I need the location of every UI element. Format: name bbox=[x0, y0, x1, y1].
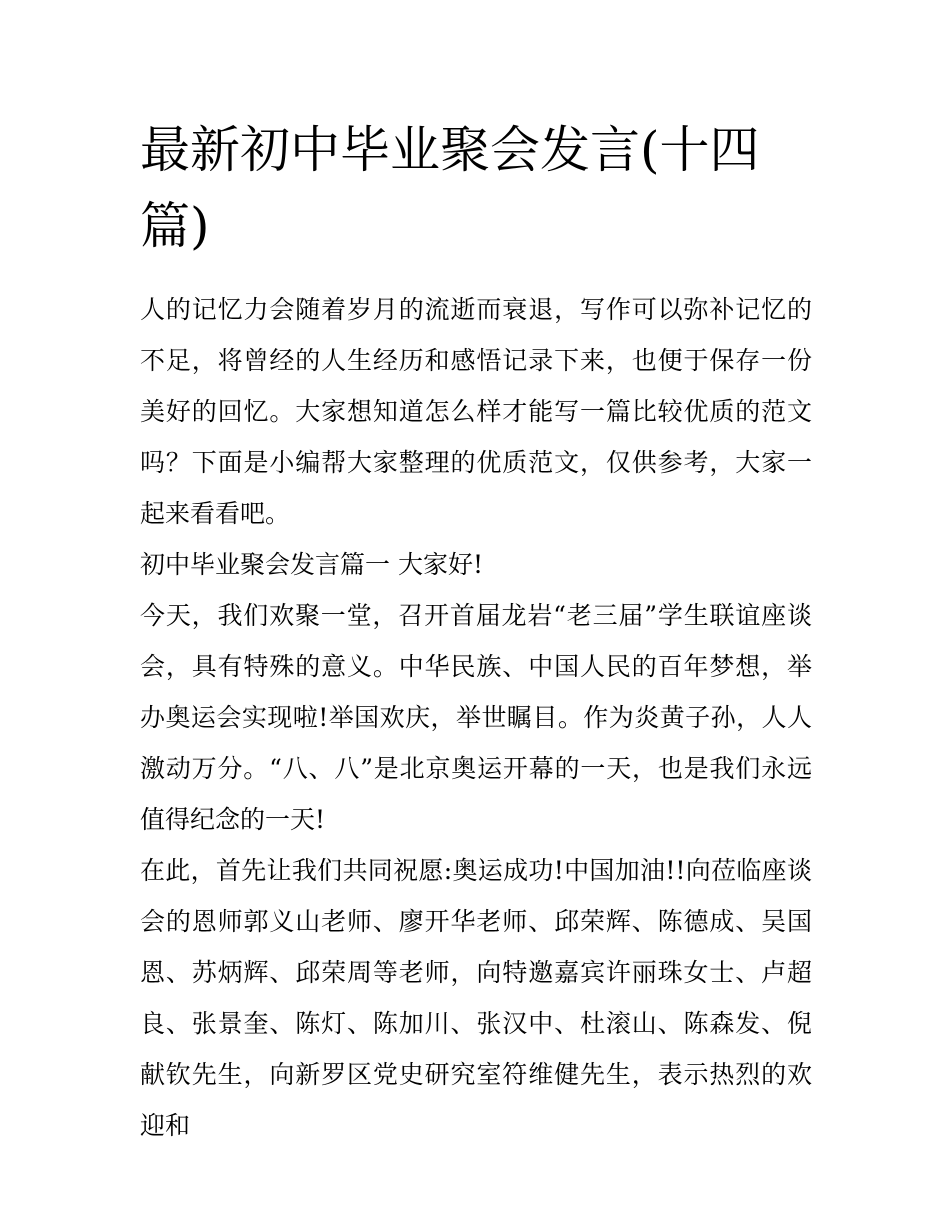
document-page bbox=[140, 112, 812, 1151]
paragraph-opening: 今天，我们欢聚一堂，召开首届龙岩“老三届”学生联谊座谈会，具有特殊的意义。中华民族、中国人民的百年梦想，举办奥运会实现啦!举国欢庆，举世瞩目。作为炎黄子孙，人人激动万分。“八、八”是北京奥运开幕的一天，也是我们永远值得纪念的一天! bbox=[140, 601, 812, 834]
paragraph-section-heading: 初中毕业聚会发言篇一 大家好! bbox=[140, 550, 483, 579]
paragraph-intro: 人的记忆力会随着岁月的流逝而衰退，写作可以弥补记忆的不足，将曾经的人生经历和感悟记录下来，也便于保存一份美好的回忆。大家想知道怎么样才能写一篇比较优质的范文吗？下面是小编帮大家整理的优质范文，仅供参考，大家一起来看看吧。 bbox=[140, 295, 812, 528]
paragraph-welcome: 在此，首先让我们共同祝愿:奥运成功!中国加油!!向莅临座谈会的恩师郭义山老师、廖开华老师、邱荣辉、陈德成、吴国恩、苏炳辉、邱荣周等老师，向特邀嘉宾许丽珠女士、卢超良、张景奎、陈灯、陈加川、张汉中、杜滚山、陈森发、倪献钦先生，向新罗区党史研究室符维健先生，表示热烈的欢迎和 bbox=[140, 856, 812, 1140]
document-title: 最新初中毕业聚会发言(十四篇) bbox=[140, 121, 760, 255]
